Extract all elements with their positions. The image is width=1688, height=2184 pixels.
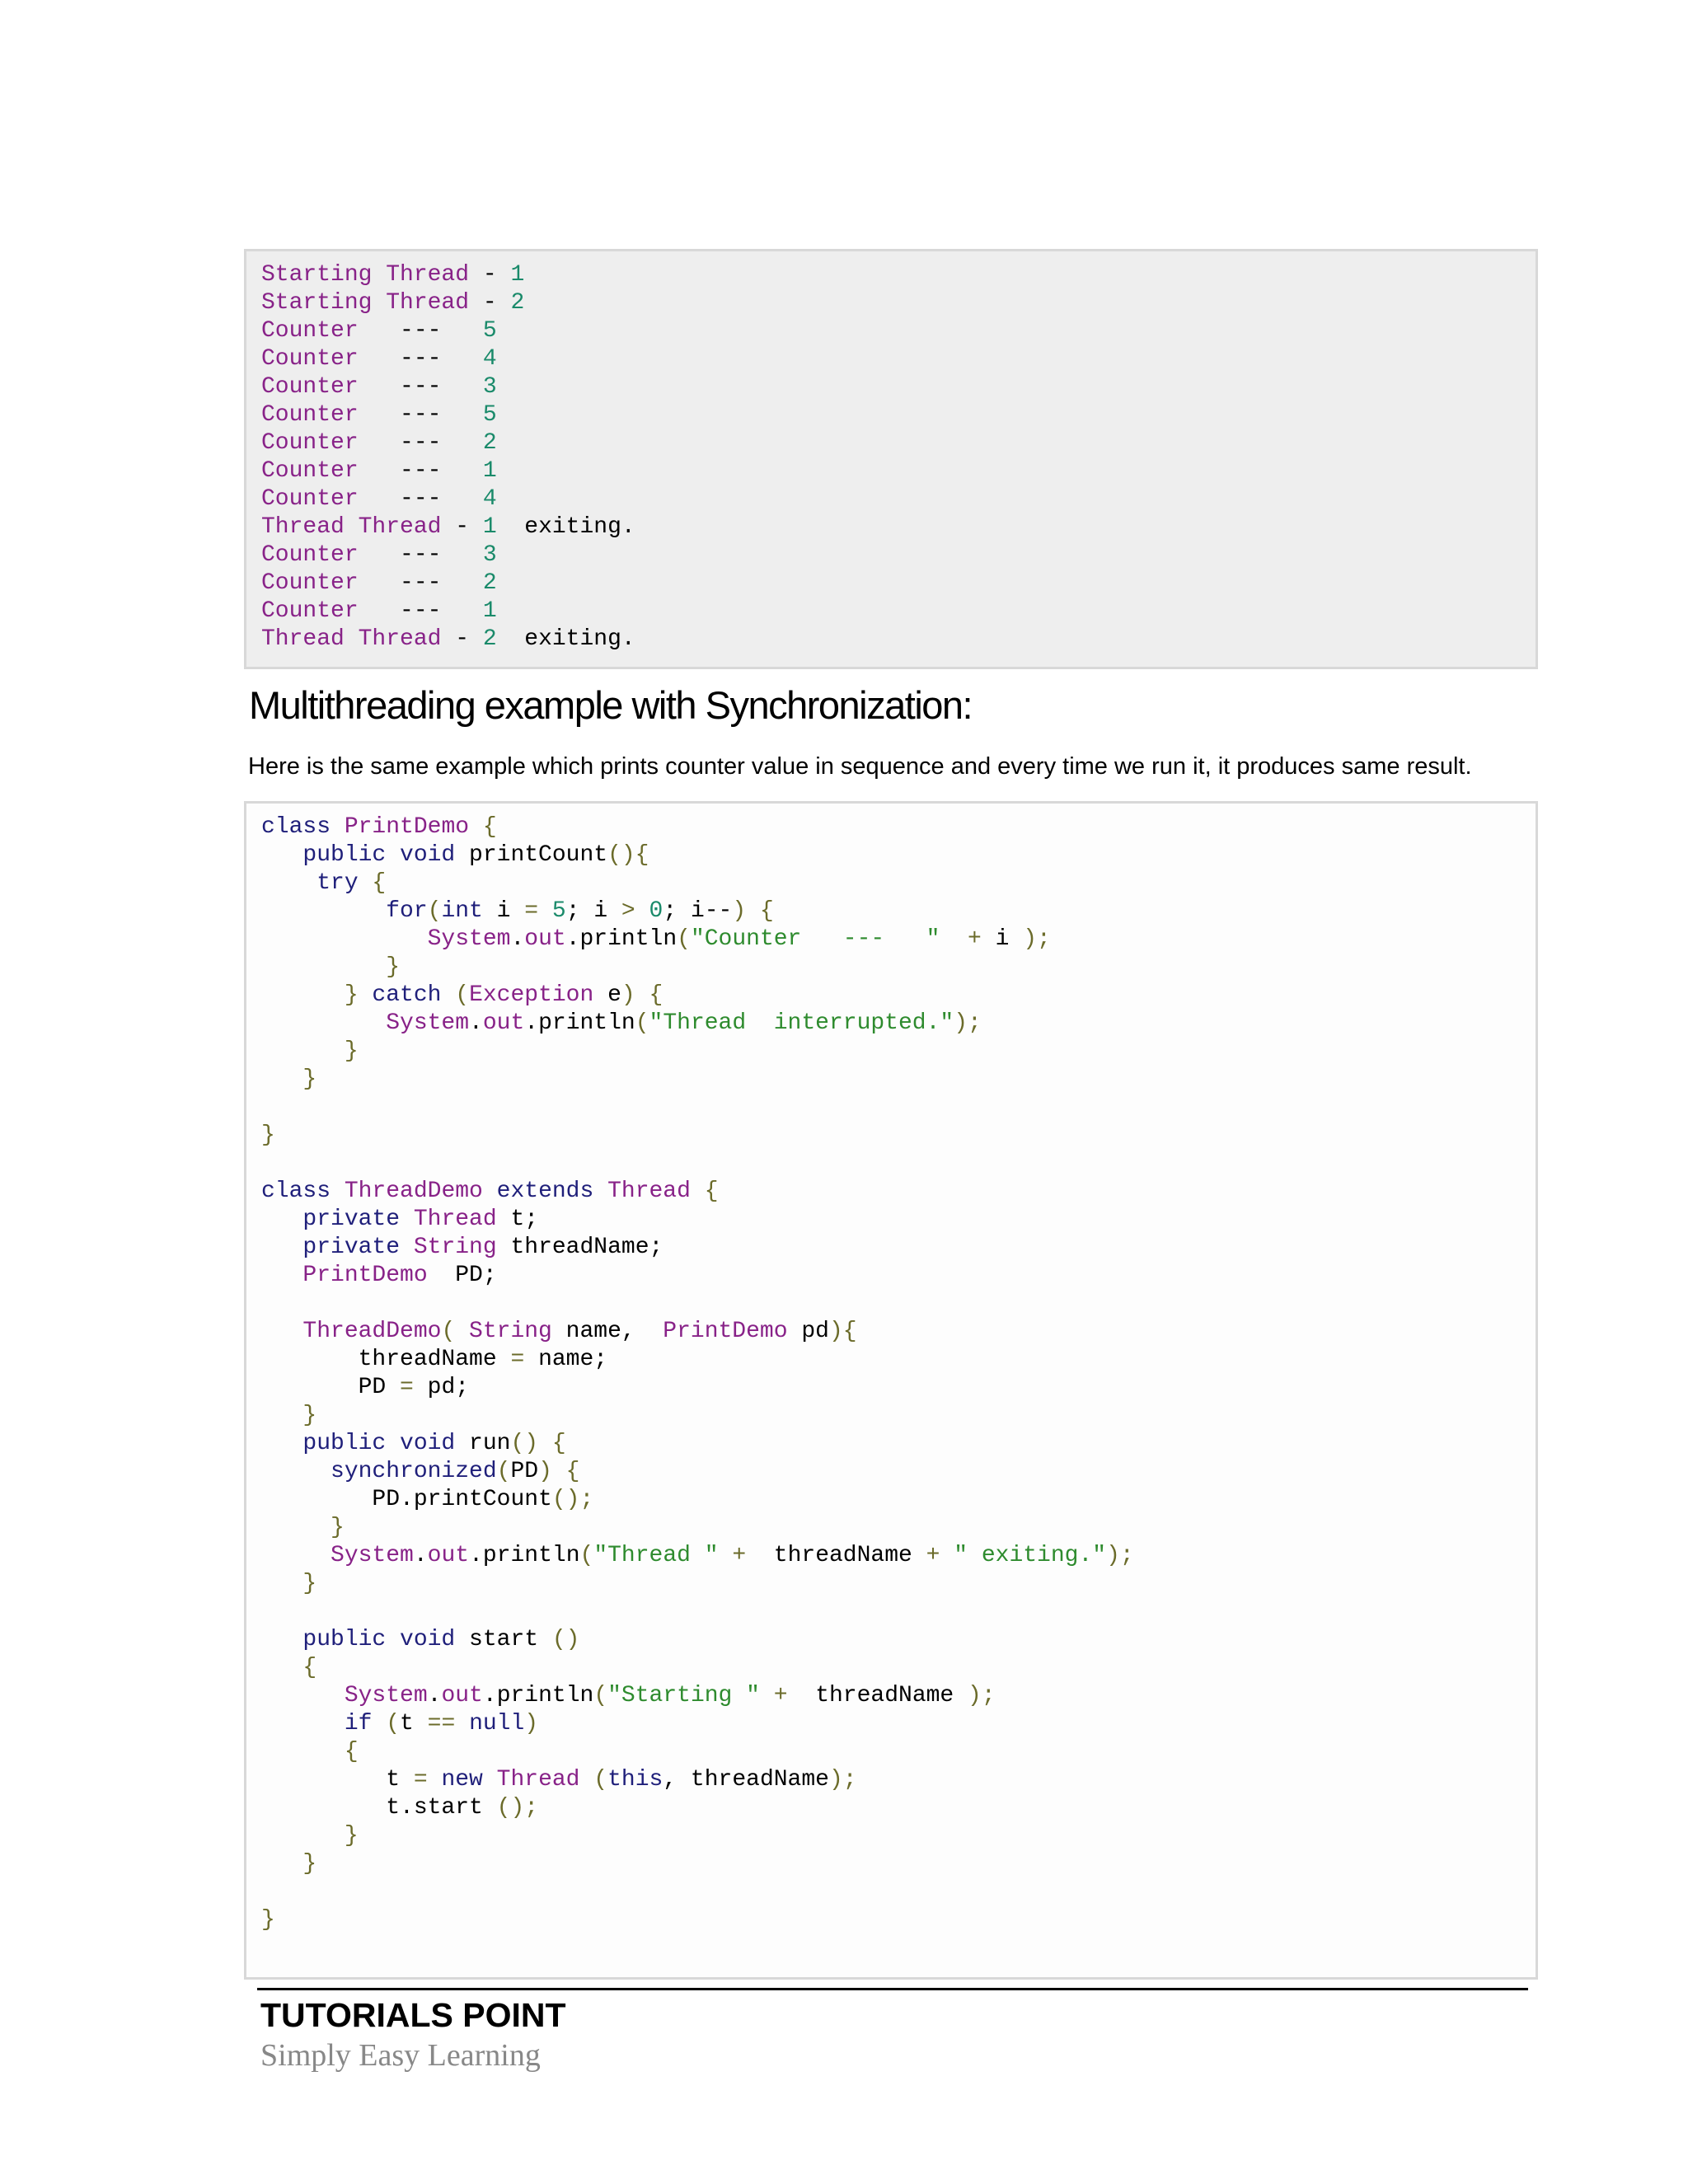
code-line: [261, 954, 1536, 982]
code-line: [261, 1570, 1536, 1598]
code-token: >: [621, 898, 649, 924]
code-token: }: [261, 1571, 317, 1596]
code-line: [261, 541, 1536, 569]
code-line: [261, 345, 1536, 373]
code-line: [261, 1374, 1536, 1402]
code-token: println: [579, 926, 678, 952]
program-output-block: [244, 249, 1538, 669]
code-token: 1: [482, 458, 497, 484]
code-token: =: [524, 898, 552, 924]
code-token: (: [579, 1543, 594, 1568]
code-token: }: [261, 1823, 359, 1849]
code-token: }: [261, 982, 373, 1008]
code-token: (: [427, 898, 442, 924]
section-intro: Here is the same example which prints counter value in sequence and every time we run it, it produces same result.: [248, 753, 1472, 780]
code-line: [261, 1094, 1536, 1122]
code-line: [261, 289, 1536, 317]
code-token: Counter: [261, 542, 359, 568]
code-token: Counter: [261, 346, 359, 372]
code-token: );: [1106, 1543, 1134, 1568]
code-token: "Starting ": [607, 1683, 760, 1708]
footer-divider: [257, 1988, 1528, 1990]
code-token: -: [441, 626, 483, 652]
code-token: (: [593, 1683, 608, 1708]
code-token: ();: [551, 1487, 594, 1512]
code-token: 4: [482, 346, 497, 372]
code-line: [261, 1906, 1536, 1934]
code-token: (){: [607, 842, 649, 868]
code-token: 2: [510, 290, 525, 316]
code-line: [261, 1234, 1536, 1262]
code-line: [261, 1682, 1536, 1710]
code-line: [261, 1262, 1536, 1290]
code-token: i: [593, 898, 621, 924]
code-token: 2: [482, 430, 497, 456]
code-token: }: [261, 1066, 317, 1092]
code-token: +: [759, 1683, 802, 1708]
code-token: PD: [261, 1375, 401, 1400]
code-token: Counter: [261, 570, 359, 596]
code-token: out: [482, 1010, 525, 1036]
code-token: Counter: [261, 430, 359, 456]
code-token: 2: [482, 626, 497, 652]
code-token: 0: [649, 898, 663, 924]
code-token: private: [261, 1207, 414, 1232]
code-token: }: [261, 1515, 345, 1540]
code-token: i--: [690, 898, 733, 924]
code-token: out: [524, 926, 566, 952]
code-line: [261, 1290, 1536, 1318]
code-token: synchronized: [261, 1459, 497, 1484]
code-token: -: [469, 262, 511, 288]
code-token: ThreadDemo: [261, 1319, 442, 1344]
code-line: [261, 926, 1536, 954]
code-token: String: [413, 1235, 511, 1260]
code-token: 5: [482, 402, 497, 428]
code-line: [261, 1598, 1536, 1626]
code-token: System: [261, 926, 511, 952]
code-token: Counter: [261, 458, 359, 484]
code-line: [261, 1402, 1536, 1430]
code-token: t.start: [261, 1795, 497, 1821]
code-token: Exception: [469, 982, 608, 1008]
code-token: Starting Thread: [261, 262, 470, 288]
code-token: .: [524, 1010, 539, 1036]
code-token: =: [400, 1375, 428, 1400]
code-token: {: [469, 814, 497, 840]
code-token: }: [261, 1403, 317, 1428]
code-token: threadName: [801, 1683, 968, 1708]
code-line: [261, 1822, 1536, 1850]
code-line: [261, 1850, 1536, 1878]
code-token: (: [496, 1459, 511, 1484]
code-token: ---: [358, 570, 483, 596]
code-token: ){: [828, 1319, 857, 1344]
code-token: .: [469, 1543, 483, 1568]
code-token: "Thread ": [593, 1543, 719, 1568]
code-line: [261, 1486, 1536, 1514]
code-token: ---: [358, 318, 483, 344]
code-token: +: [718, 1543, 760, 1568]
code-token: out: [441, 1683, 483, 1708]
code-token: (: [677, 926, 691, 952]
code-token: Thread Thread: [261, 626, 442, 652]
code-token: -: [441, 514, 483, 540]
code-token: private: [261, 1235, 414, 1260]
code-token: t: [261, 1767, 414, 1793]
code-line: [261, 457, 1536, 485]
code-line: [261, 813, 1536, 841]
code-line: [261, 841, 1536, 869]
code-token: e: [607, 982, 621, 1008]
code-line: [261, 1878, 1536, 1906]
code-token: PrintDemo: [261, 1263, 428, 1288]
code-token: );: [968, 1683, 996, 1708]
code-token: threadName: [759, 1543, 926, 1568]
code-token: {: [261, 1655, 317, 1680]
code-token: ---: [358, 598, 483, 624]
code-token: 3: [482, 542, 497, 568]
code-token: 4: [482, 486, 497, 512]
code-token: start: [469, 1627, 552, 1652]
code-token: null: [469, 1711, 525, 1736]
code-token: Thread: [607, 1179, 691, 1204]
code-token: (: [441, 1319, 470, 1344]
code-token: ---: [358, 346, 483, 372]
code-token: .: [427, 1683, 442, 1708]
code-line: [261, 1346, 1536, 1374]
code-line: [261, 898, 1536, 926]
code-token: 3: [482, 374, 497, 400]
code-token: 5: [551, 898, 566, 924]
code-token: run: [469, 1431, 511, 1456]
code-token: 1: [510, 262, 525, 288]
code-token: System: [261, 1010, 470, 1036]
code-token: printCount: [469, 842, 608, 868]
code-token: " exiting.": [954, 1543, 1107, 1568]
code-token: );: [828, 1767, 857, 1793]
code-token: () {: [510, 1431, 566, 1456]
code-token: println: [482, 1543, 580, 1568]
code-line: [261, 401, 1536, 429]
code-line: [261, 1010, 1536, 1038]
code-token: public void: [261, 842, 470, 868]
code-token: ThreadDemo: [344, 1179, 497, 1204]
code-token: extends: [496, 1179, 608, 1204]
code-line: [261, 1178, 1536, 1206]
code-line: [261, 1626, 1536, 1654]
code-token: System: [261, 1543, 414, 1568]
code-token: PD: [510, 1459, 539, 1484]
code-token: ---: [358, 542, 483, 568]
code-token: Thread: [413, 1207, 511, 1232]
code-token: ---: [358, 430, 483, 456]
code-token: }: [261, 1851, 317, 1877]
code-line: [261, 569, 1536, 598]
code-token: Counter: [261, 374, 359, 400]
code-line: [261, 1038, 1536, 1066]
code-token: PD;: [427, 1263, 497, 1288]
code-line: [261, 1514, 1536, 1542]
footer-brand: TUTORIALS POINT: [260, 1996, 566, 2034]
code-token: );: [1023, 926, 1051, 952]
code-line: [261, 1206, 1536, 1234]
code-token: .: [469, 1010, 483, 1036]
code-line: [261, 1458, 1536, 1486]
code-line: [261, 373, 1536, 401]
code-token: .: [413, 1543, 428, 1568]
code-token: exiting.: [496, 626, 635, 652]
code-token: .: [482, 1683, 497, 1708]
code-token: }: [261, 1038, 359, 1064]
code-token: (: [635, 1010, 649, 1036]
code-token: (: [593, 1767, 608, 1793]
code-token: println: [496, 1683, 594, 1708]
code-line: [261, 1542, 1536, 1570]
code-token: }: [261, 954, 401, 980]
code-token: PrintDemo: [344, 814, 470, 840]
code-token: 5: [482, 318, 497, 344]
code-line: [261, 1318, 1536, 1346]
code-line: [261, 1122, 1536, 1150]
code-token: ();: [496, 1795, 539, 1821]
code-line: [261, 1766, 1536, 1794]
code-token: 1: [482, 598, 497, 624]
code-token: ;: [565, 898, 594, 924]
code-token: ): [524, 1711, 539, 1736]
code-line: [261, 513, 1536, 541]
code-token: {: [690, 1179, 719, 1204]
code-line: [261, 1794, 1536, 1822]
code-token: class: [261, 1179, 345, 1204]
code-token: if: [261, 1711, 387, 1736]
code-token: name,: [565, 1319, 663, 1344]
code-token: , threadName: [663, 1767, 829, 1793]
code-token: catch: [372, 982, 456, 1008]
code-token: =: [510, 1347, 539, 1372]
code-token: (: [455, 982, 470, 1008]
code-token: Counter: [261, 486, 359, 512]
code-token: public void: [261, 1431, 470, 1456]
code-line: [261, 869, 1536, 898]
code-line: [261, 1066, 1536, 1094]
code-token: out: [427, 1543, 470, 1568]
section-heading: Multithreading example with Synchronization:: [249, 683, 973, 727]
code-token: String: [469, 1319, 566, 1344]
code-token: "Counter --- ": [690, 926, 940, 952]
code-token: Thread Thread: [261, 514, 442, 540]
code-line: [261, 1150, 1536, 1178]
code-token: 2: [482, 570, 497, 596]
code-token: class: [261, 814, 345, 840]
code-token: ==: [427, 1711, 470, 1736]
code-token: Thread: [496, 1767, 594, 1793]
code-line: [261, 429, 1536, 457]
code-token: t: [400, 1711, 428, 1736]
code-line: [261, 1738, 1536, 1766]
code-token: ---: [358, 458, 483, 484]
code-token: {: [261, 1739, 359, 1765]
code-token: +: [926, 1543, 954, 1568]
code-token: PD.printCount: [261, 1487, 552, 1512]
code-line: [261, 1710, 1536, 1738]
code-token: 1: [482, 514, 497, 540]
code-token: println: [538, 1010, 635, 1036]
code-token: );: [954, 1010, 982, 1036]
code-token: .: [510, 926, 525, 952]
code-line: [261, 317, 1536, 345]
code-token: Counter: [261, 598, 359, 624]
code-token: +: [940, 926, 996, 952]
code-token: "Thread interrupted.": [649, 1010, 954, 1036]
code-token: threadName;: [510, 1235, 663, 1260]
code-token: ) {: [732, 898, 774, 924]
code-token: new: [441, 1767, 497, 1793]
code-line: [261, 598, 1536, 626]
code-token: public void: [261, 1627, 470, 1652]
code-line: [261, 626, 1536, 654]
code-token: i: [995, 926, 1024, 952]
code-token: for: [261, 898, 428, 924]
code-token: ---: [358, 486, 483, 512]
code-token: =: [413, 1767, 442, 1793]
code-token: Counter: [261, 318, 359, 344]
code-line: [261, 1654, 1536, 1682]
code-token: System: [261, 1683, 428, 1708]
footer-tagline: Simply Easy Learning: [260, 2038, 541, 2073]
code-token: t;: [510, 1207, 539, 1232]
code-token: (): [551, 1627, 580, 1652]
code-token: ;: [663, 898, 691, 924]
code-token: name;: [538, 1347, 608, 1372]
code-token: i: [496, 898, 525, 924]
code-line: [261, 485, 1536, 513]
code-line: [261, 261, 1536, 289]
code-token: }: [261, 1122, 275, 1148]
java-source-block: [244, 801, 1538, 1980]
code-token: try: [261, 870, 373, 896]
code-token: pd: [801, 1319, 829, 1344]
code-token: ) {: [621, 982, 663, 1008]
code-line: [261, 1430, 1536, 1458]
code-token: (: [386, 1711, 401, 1736]
code-token: Counter: [261, 402, 359, 428]
code-token: Starting Thread: [261, 290, 470, 316]
code-token: int: [441, 898, 497, 924]
code-token: ) {: [538, 1459, 580, 1484]
code-token: PrintDemo: [663, 1319, 802, 1344]
code-token: -: [469, 290, 511, 316]
code-token: threadName: [261, 1347, 511, 1372]
code-token: ---: [358, 374, 483, 400]
code-token: ---: [358, 402, 483, 428]
code-token: }: [261, 1907, 275, 1933]
code-token: this: [607, 1767, 663, 1793]
code-token: pd;: [427, 1375, 470, 1400]
code-token: {: [372, 870, 387, 896]
code-token: exiting.: [496, 514, 635, 540]
code-token: .: [565, 926, 580, 952]
code-line: [261, 982, 1536, 1010]
